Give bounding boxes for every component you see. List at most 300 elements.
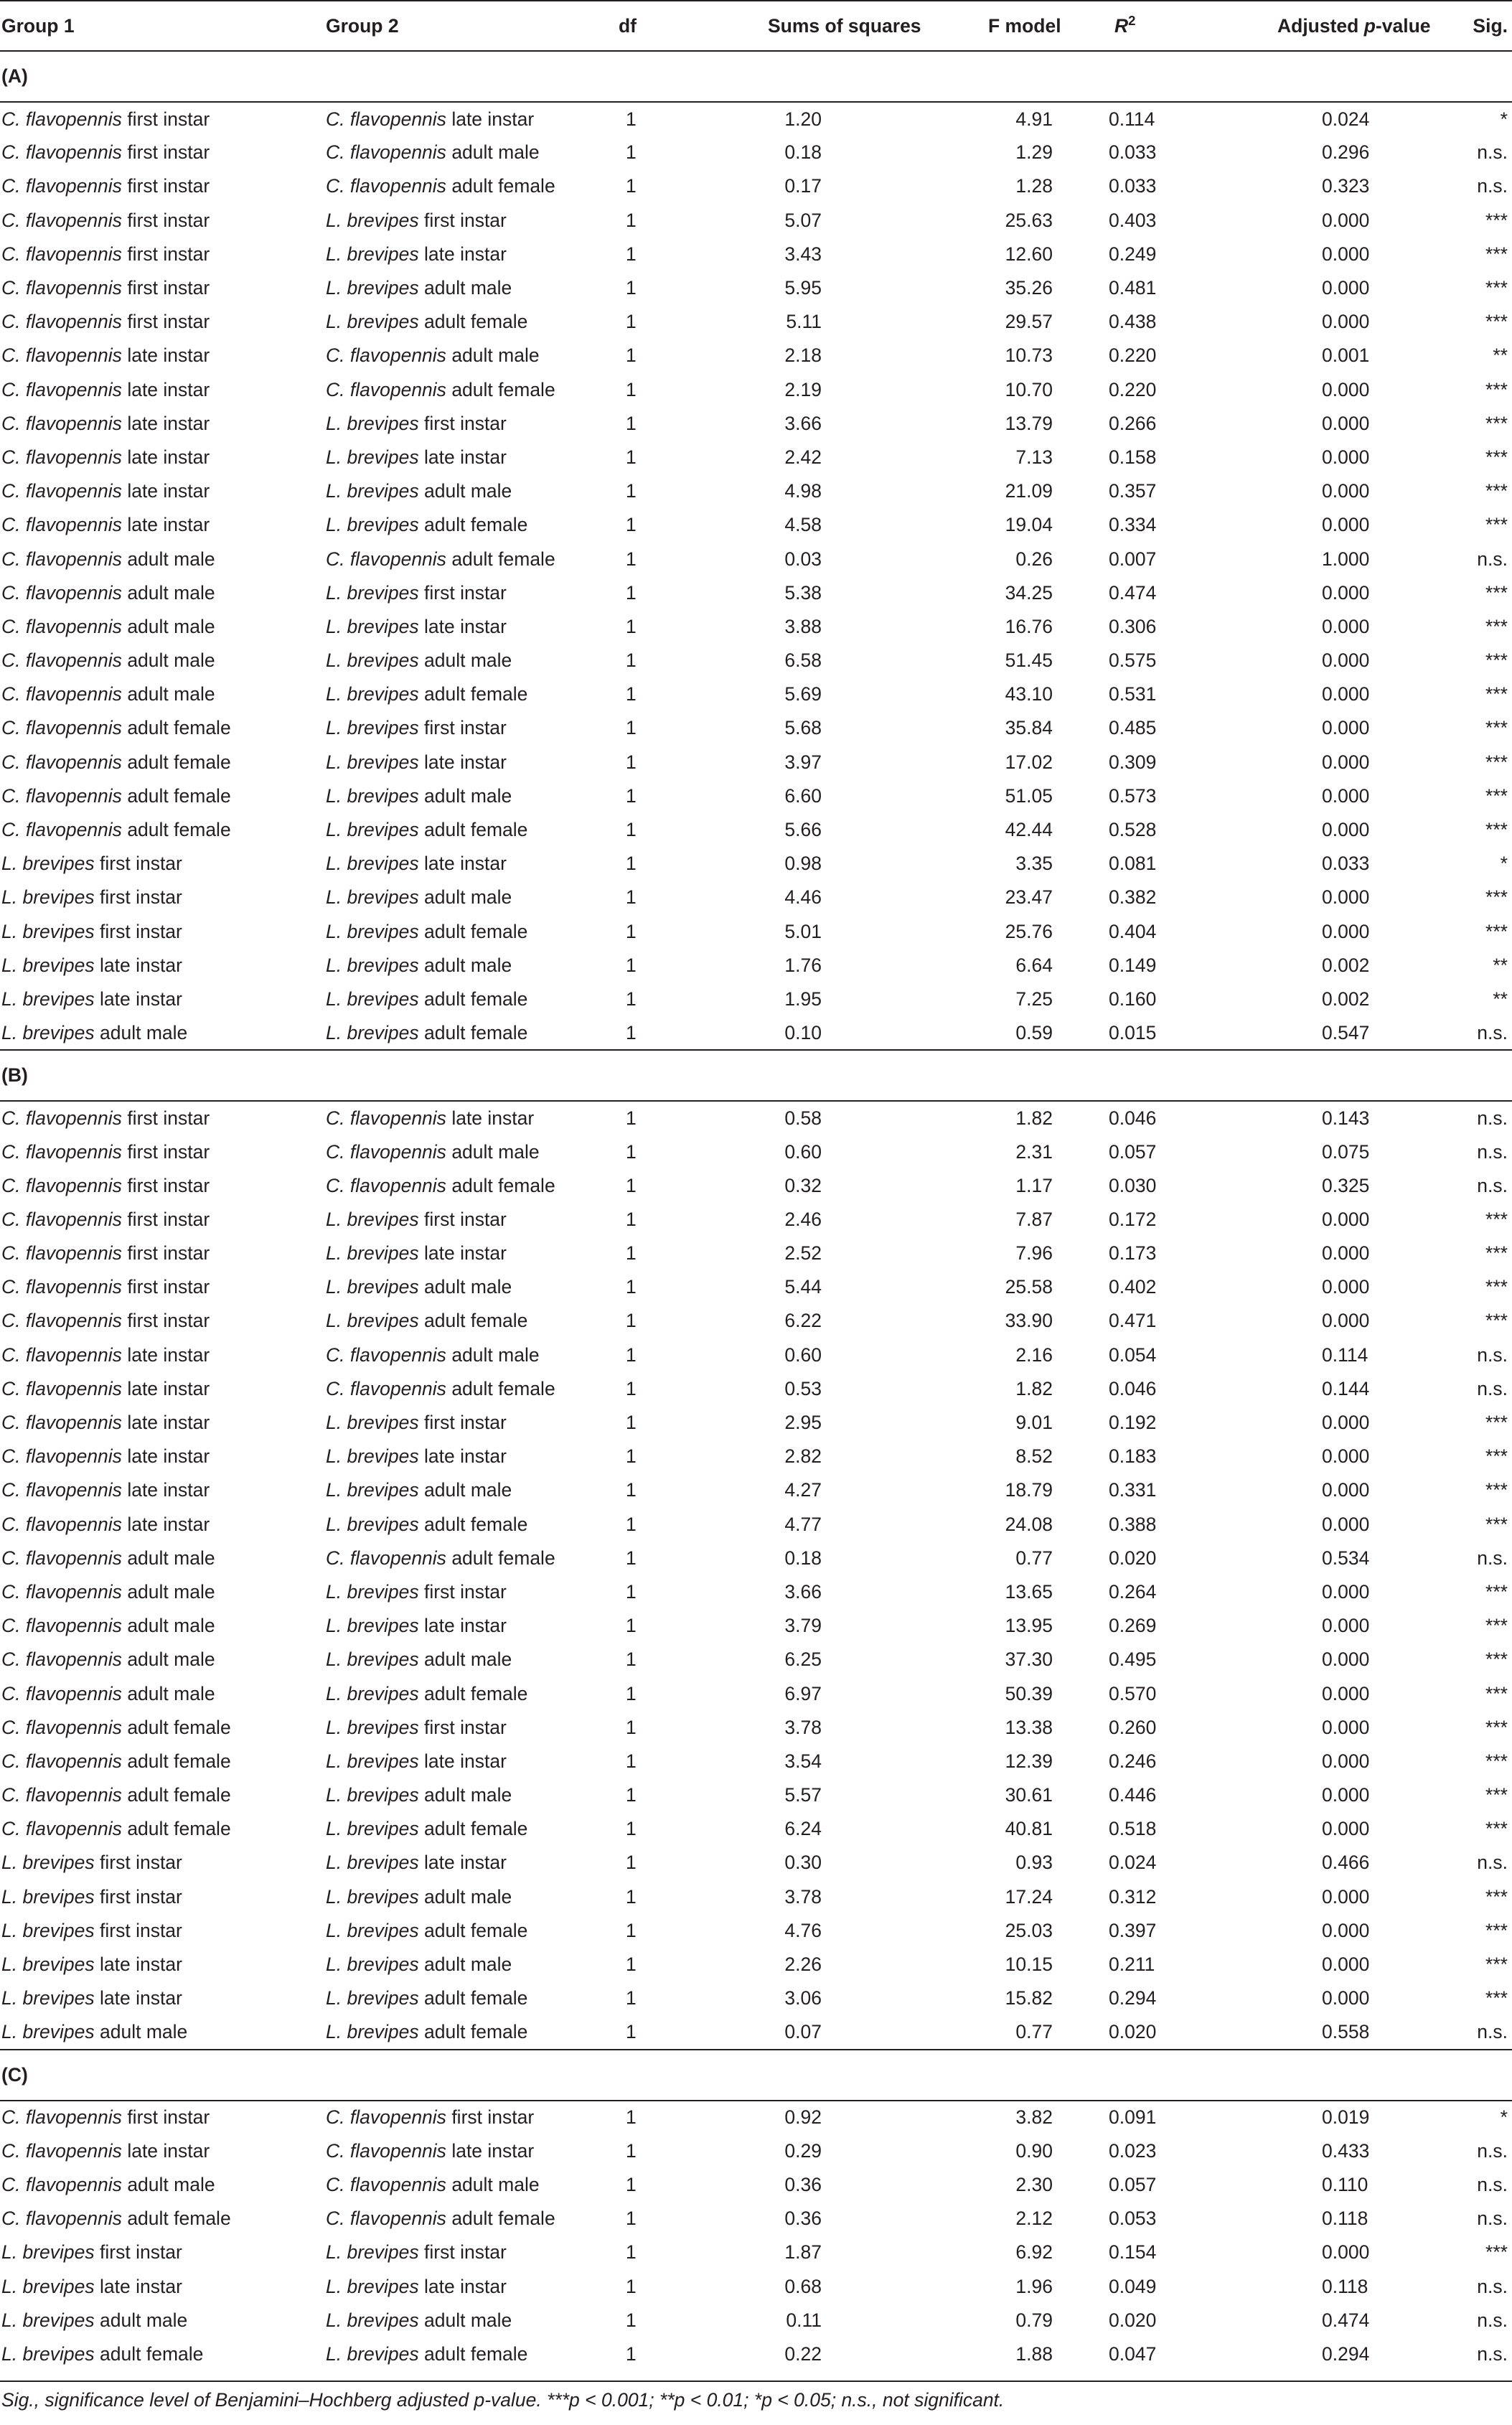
species-name: C. flavopennis (1, 378, 122, 400)
species-name: L. brevipes (326, 1242, 419, 1265)
species-name: L. brevipes (1, 988, 95, 1010)
cell-df: 1 (626, 615, 637, 637)
cell-r2: 0.573 (1109, 784, 1157, 807)
header-group1: Group 1 (0, 1, 310, 51)
cell-df: 1 (626, 209, 637, 231)
table-row (0, 271, 1512, 305)
cell-adjusted-p: 0.000 (1322, 751, 1370, 773)
cell-group2 (310, 1643, 586, 1676)
cell-adjusted-p: 0.000 (1322, 1784, 1370, 1806)
species-name: L. brevipes (326, 1445, 419, 1468)
life-stage: first instar (127, 108, 210, 130)
cell-group1 (0, 2168, 310, 2202)
cell-f-model: 0.77 (1015, 1547, 1053, 1569)
life-stage: late instar (127, 412, 210, 434)
species-name: L. brevipes (326, 581, 419, 604)
cell-f-model: 50.39 (1005, 1682, 1053, 1704)
life-stage: adult female (451, 548, 555, 570)
cell-sig: *** (1485, 615, 1508, 637)
header-r2-base: R (1114, 14, 1129, 37)
cell-sig: *** (1485, 1479, 1508, 1501)
cell-sums-of-squares: 3.54 (784, 1750, 822, 1772)
cell-group1 (0, 238, 310, 271)
section-header-row (0, 51, 1512, 102)
table-row (0, 677, 1512, 711)
life-stage: first instar (424, 1716, 507, 1738)
cell-sig: *** (1485, 1919, 1508, 1941)
cell-df: 1 (626, 819, 637, 841)
cell-group1 (0, 2202, 310, 2236)
life-stage: first instar (424, 1208, 507, 1230)
header-row (0, 1, 1512, 51)
species-name: C. flavopennis (326, 2208, 446, 2230)
species-name: C. flavopennis (326, 175, 446, 197)
cell-df: 1 (626, 2020, 637, 2042)
life-stage: adult female (424, 2020, 528, 2042)
cell-sums-of-squares: 4.58 (784, 514, 822, 536)
cell-sums-of-squares: 1.87 (784, 2241, 822, 2264)
cell-group1 (0, 711, 310, 745)
species-name: C. flavopennis (326, 1107, 446, 1129)
table-row (0, 1542, 1512, 1575)
life-stage: adult male (451, 1343, 540, 1366)
cell-sig: *** (1485, 480, 1508, 502)
cell-group1 (0, 407, 310, 441)
cell-f-model: 25.03 (1005, 1919, 1053, 1941)
cell-df: 1 (626, 1818, 637, 1840)
life-stage: late instar (127, 1479, 210, 1501)
cell-r2: 0.312 (1109, 1885, 1157, 1908)
cell-group1 (0, 1135, 310, 1168)
cell-r2: 0.570 (1109, 1682, 1157, 1704)
cell-df: 1 (626, 108, 637, 130)
species-name: L. brevipes (326, 784, 419, 807)
cell-adjusted-p: 0.000 (1322, 311, 1370, 333)
cell-adjusted-p: 0.000 (1322, 1987, 1370, 2009)
table-row (0, 305, 1512, 339)
cell-sums-of-squares: 5.57 (784, 1784, 822, 1806)
species-name: L. brevipes (326, 1412, 419, 1434)
life-stage: late instar (127, 1513, 210, 1535)
table-row (0, 1575, 1512, 1609)
cell-group1 (0, 1948, 310, 1981)
cell-f-model: 1.88 (1015, 2342, 1053, 2365)
cell-sums-of-squares: 5.66 (784, 819, 822, 841)
life-stage: adult male (424, 1784, 512, 1806)
life-stage: late instar (424, 446, 507, 468)
header-r2 (1077, 1, 1203, 51)
cell-sums-of-squares: 5.07 (784, 209, 822, 231)
cell-sums-of-squares: 4.77 (784, 1513, 822, 1535)
cell-r2: 0.260 (1109, 1716, 1157, 1738)
table-row (0, 1948, 1512, 1981)
cell-sig: n.s. (1477, 2020, 1508, 2042)
cell-sums-of-squares: 1.76 (784, 954, 822, 976)
table-row (0, 982, 1512, 1016)
cell-sig: n.s. (1477, 1343, 1508, 1366)
species-name: L. brevipes (326, 1784, 419, 1806)
species-name: C. flavopennis (326, 1174, 446, 1196)
cell-group1 (0, 1745, 310, 1778)
cell-df: 1 (626, 853, 637, 875)
cell-r2: 0.331 (1109, 1479, 1157, 1501)
cell-group1 (0, 1609, 310, 1643)
cell-adjusted-p: 0.433 (1322, 2139, 1370, 2162)
cell-sig: *** (1485, 1513, 1508, 1535)
cell-group2 (310, 1101, 586, 1135)
species-name: L. brevipes (326, 243, 419, 265)
cell-group1 (0, 1846, 310, 1880)
cell-adjusted-p: 0.000 (1322, 209, 1370, 231)
cell-group1 (0, 102, 310, 136)
cell-sums-of-squares: 3.78 (784, 1885, 822, 1908)
cell-df: 1 (626, 1513, 637, 1535)
cell-adjusted-p: 0.000 (1322, 1682, 1370, 1704)
species-name: C. flavopennis (1, 1242, 122, 1265)
cell-r2: 0.054 (1109, 1343, 1157, 1366)
species-name: L. brevipes (326, 209, 419, 231)
cell-adjusted-p: 0.000 (1322, 581, 1370, 604)
cell-df: 1 (626, 378, 637, 400)
cell-sums-of-squares: 0.68 (784, 2275, 822, 2297)
life-stage: adult female (424, 819, 528, 841)
cell-sig: n.s. (1477, 2275, 1508, 2297)
life-stage: first instar (127, 1174, 210, 1196)
table-row (0, 1745, 1512, 1778)
cell-group1 (0, 1981, 310, 2015)
species-name: L. brevipes (326, 2275, 419, 2297)
life-stage: first instar (100, 853, 182, 875)
cell-sig: n.s. (1477, 2173, 1508, 2195)
cell-group2 (310, 1846, 586, 1880)
species-name: L. brevipes (1, 1953, 95, 1976)
cell-df: 1 (626, 751, 637, 773)
life-stage: adult male (424, 1953, 512, 1976)
cell-f-model: 0.26 (1015, 548, 1053, 570)
cell-group2 (310, 102, 586, 136)
life-stage: adult male (127, 683, 215, 705)
species-name: L. brevipes (326, 988, 419, 1010)
cell-df: 1 (626, 717, 637, 739)
cell-adjusted-p: 0.000 (1322, 1750, 1370, 1772)
life-stage: adult male (127, 649, 215, 672)
species-name: L. brevipes (326, 1310, 419, 1332)
cell-group1 (0, 1338, 310, 1372)
species-name: C. flavopennis (1, 1412, 122, 1434)
cell-sig: *** (1485, 886, 1508, 909)
life-stage: late instar (424, 243, 507, 265)
cell-group1 (0, 847, 310, 881)
cell-df: 1 (626, 446, 637, 468)
species-name: L. brevipes (1, 853, 95, 875)
species-name: L. brevipes (326, 311, 419, 333)
cell-adjusted-p: 0.002 (1322, 954, 1370, 976)
cell-sums-of-squares: 5.69 (784, 683, 822, 705)
life-stage: adult male (424, 886, 512, 909)
cell-f-model: 23.47 (1005, 886, 1053, 909)
cell-df: 1 (626, 1445, 637, 1468)
cell-f-model: 12.39 (1005, 1750, 1053, 1772)
cell-df: 1 (626, 1987, 637, 2009)
cell-df: 1 (626, 2275, 637, 2297)
cell-group2 (310, 2337, 586, 2371)
table-row (0, 813, 1512, 847)
cell-group2 (310, 2304, 586, 2337)
life-stage: adult male (424, 784, 512, 807)
cell-sums-of-squares: 2.19 (784, 378, 822, 400)
cell-f-model: 10.70 (1005, 378, 1053, 400)
cell-sums-of-squares: 2.82 (784, 1445, 822, 1468)
life-stage: adult female (127, 751, 231, 773)
cell-f-model: 13.38 (1005, 1716, 1053, 1738)
cell-df: 1 (626, 1377, 637, 1399)
life-stage: late instar (451, 108, 535, 130)
cell-adjusted-p: 0.000 (1322, 378, 1370, 400)
life-stage: adult male (127, 1580, 215, 1603)
cell-sig: n.s. (1477, 1852, 1508, 1874)
cell-sig: *** (1485, 683, 1508, 705)
life-stage: first instar (127, 175, 210, 197)
cell-f-model: 34.25 (1005, 581, 1053, 604)
life-stage: first instar (100, 1885, 182, 1908)
table-row (0, 407, 1512, 441)
cell-sig: *** (1485, 2241, 1508, 2264)
cell-sums-of-squares: 3.66 (784, 412, 822, 434)
cell-df: 1 (626, 1412, 637, 1434)
cell-f-model: 35.84 (1005, 717, 1053, 739)
life-stage: first instar (100, 2241, 182, 2264)
cell-f-model: 3.35 (1015, 853, 1053, 875)
species-name: C. flavopennis (1, 649, 122, 672)
cell-f-model: 0.79 (1015, 2309, 1053, 2331)
life-stage: adult female (127, 819, 231, 841)
cell-f-model: 0.59 (1015, 1021, 1053, 1043)
cell-r2: 0.306 (1109, 615, 1157, 637)
cell-sig: ** (1493, 954, 1508, 976)
species-name: L. brevipes (326, 2342, 419, 2365)
cell-adjusted-p: 0.323 (1322, 175, 1370, 197)
cell-sig: n.s. (1477, 2208, 1508, 2230)
cell-sums-of-squares: 0.98 (784, 853, 822, 875)
header-adjusted-p (1203, 1, 1431, 51)
life-stage: adult male (127, 548, 215, 570)
section-header-row (0, 2050, 1512, 2101)
cell-group2 (310, 1473, 586, 1507)
cell-r2: 0.046 (1109, 1107, 1157, 1129)
cell-df: 1 (626, 175, 637, 197)
cell-df: 1 (626, 1682, 637, 1704)
cell-r2: 0.015 (1109, 1021, 1157, 1043)
cell-sums-of-squares: 3.88 (784, 615, 822, 637)
cell-adjusted-p: 0.474 (1322, 2309, 1370, 2331)
species-name: C. flavopennis (1, 1513, 122, 1535)
life-stage: adult male (127, 615, 215, 637)
cell-group1 (0, 1880, 310, 1914)
cell-group2 (310, 474, 586, 508)
cell-df: 1 (626, 1580, 637, 1603)
cell-group2 (310, 2236, 586, 2269)
species-name: L. brevipes (1, 1987, 95, 2009)
cell-f-model: 1.96 (1015, 2275, 1053, 2297)
cell-group2 (310, 1508, 586, 1542)
cell-f-model: 7.13 (1015, 446, 1053, 468)
cell-r2: 0.246 (1109, 1750, 1157, 1772)
species-name: L. brevipes (326, 1276, 419, 1298)
table-row (0, 2168, 1512, 2202)
species-name: L. brevipes (1, 2020, 95, 2042)
cell-sig: *** (1485, 378, 1508, 400)
cell-df: 1 (626, 1310, 637, 1332)
life-stage: late instar (451, 2139, 535, 2162)
cell-r2: 0.049 (1109, 2275, 1157, 2297)
table-row (0, 1304, 1512, 1338)
life-stage: adult male (127, 1547, 215, 1569)
cell-group2 (310, 1237, 586, 1270)
species-name: C. flavopennis (1, 175, 122, 197)
cell-f-model: 1.82 (1015, 1377, 1053, 1399)
cell-adjusted-p: 0.000 (1322, 480, 1370, 502)
cell-group1 (0, 1237, 310, 1270)
table-row (0, 136, 1512, 169)
species-name: L. brevipes (1, 1919, 95, 1941)
cell-group1 (0, 1016, 310, 1050)
table-row (0, 1711, 1512, 1745)
species-name: C. flavopennis (1, 1547, 122, 1569)
table-row (0, 238, 1512, 271)
cell-group1 (0, 644, 310, 677)
life-stage: adult female (424, 514, 528, 536)
cell-df: 1 (626, 954, 637, 976)
species-name: C. flavopennis (1, 1580, 122, 1603)
cell-group2 (310, 1338, 586, 1372)
cell-adjusted-p: 0.114 (1322, 1343, 1368, 1366)
species-name: L. brevipes (326, 819, 419, 841)
cell-group1 (0, 1575, 310, 1609)
cell-sig: *** (1485, 1953, 1508, 1976)
cell-adjusted-p: 0.118 (1322, 2208, 1368, 2230)
life-stage: adult female (424, 1310, 528, 1332)
cell-group1 (0, 1101, 310, 1135)
table-row (0, 508, 1512, 542)
species-name: L. brevipes (326, 514, 419, 536)
cell-sig: n.s. (1477, 548, 1508, 570)
cell-adjusted-p: 0.534 (1322, 1547, 1370, 1569)
table-row (0, 644, 1512, 677)
cell-f-model: 24.08 (1005, 1513, 1053, 1535)
cell-sig: *** (1485, 1648, 1508, 1671)
cell-df: 1 (626, 1885, 637, 1908)
cell-group2 (310, 339, 586, 372)
species-name: C. flavopennis (326, 2106, 446, 2129)
life-stage: late instar (100, 988, 182, 1010)
cell-sums-of-squares: 6.97 (784, 1682, 822, 1704)
life-stage: adult male (424, 1276, 512, 1298)
species-name: C. flavopennis (326, 1547, 446, 1569)
table-row (0, 1643, 1512, 1676)
cell-r2: 0.114 (1109, 108, 1155, 130)
cell-sums-of-squares: 5.68 (784, 717, 822, 739)
cell-adjusted-p: 1.000 (1322, 548, 1370, 570)
life-stage: first instar (127, 1310, 210, 1332)
life-stage: adult female (424, 1987, 528, 2009)
cell-sums-of-squares: 3.79 (784, 1615, 822, 1637)
cell-group1 (0, 305, 310, 339)
cell-sums-of-squares: 3.78 (784, 1716, 822, 1738)
cell-adjusted-p: 0.000 (1322, 243, 1370, 265)
table-row (0, 2015, 1512, 2049)
life-stage: adult female (424, 1682, 528, 1704)
life-stage: adult female (424, 1818, 528, 1840)
cell-adjusted-p: 0.024 (1322, 108, 1370, 130)
life-stage: first instar (424, 209, 507, 231)
cell-group1 (0, 1304, 310, 1338)
life-stage: late instar (127, 446, 210, 468)
cell-sums-of-squares: 1.20 (784, 108, 822, 130)
cell-group1 (0, 2101, 310, 2134)
cell-r2: 0.518 (1109, 1818, 1157, 1840)
life-stage: late instar (451, 1107, 535, 1129)
cell-f-model: 1.82 (1015, 1107, 1053, 1129)
life-stage: first instar (127, 1140, 210, 1163)
cell-adjusted-p: 0.110 (1322, 2173, 1368, 2195)
cell-r2: 0.357 (1109, 480, 1157, 502)
table-row (0, 169, 1512, 203)
species-name: C. flavopennis (326, 1140, 446, 1163)
cell-group2 (310, 1135, 586, 1168)
cell-sig: *** (1485, 784, 1508, 807)
section-label: (A) (0, 51, 1512, 102)
species-name: C. flavopennis (1, 1208, 122, 1230)
life-stage: adult male (424, 1648, 512, 1671)
life-stage: adult female (424, 920, 528, 942)
species-name: C. flavopennis (1, 108, 122, 130)
cell-sums-of-squares: 4.27 (784, 1479, 822, 1501)
species-name: L. brevipes (326, 446, 419, 468)
species-name: C. flavopennis (1, 1750, 122, 1772)
cell-sig: *** (1485, 717, 1508, 739)
table-row (0, 1981, 1512, 2015)
cell-group1 (0, 1169, 310, 1203)
table-row (0, 779, 1512, 813)
cell-r2: 0.158 (1109, 446, 1157, 468)
table-row (0, 1812, 1512, 1846)
cell-adjusted-p: 0.002 (1322, 988, 1370, 1010)
cell-sums-of-squares: 2.18 (784, 344, 822, 367)
cell-r2: 0.192 (1109, 1412, 1157, 1434)
cell-f-model: 1.17 (1015, 1174, 1053, 1196)
cell-f-model: 2.31 (1015, 1140, 1053, 1163)
cell-adjusted-p: 0.466 (1322, 1852, 1370, 1874)
cell-f-model: 30.61 (1005, 1784, 1053, 1806)
cell-sig: *** (1485, 1615, 1508, 1637)
cell-sig: *** (1485, 1987, 1508, 2009)
table-row (0, 2269, 1512, 2303)
life-stage: adult male (424, 1885, 512, 1908)
species-name: L. brevipes (326, 277, 419, 299)
cell-f-model: 9.01 (1015, 1412, 1053, 1434)
cell-r2: 0.020 (1109, 1547, 1157, 1569)
cell-group1 (0, 271, 310, 305)
cell-group2 (310, 2269, 586, 2303)
cell-r2: 0.057 (1109, 1140, 1157, 1163)
cell-group1 (0, 339, 310, 372)
cell-df: 1 (626, 243, 637, 265)
cell-group2 (310, 610, 586, 644)
life-stage: adult female (424, 311, 528, 333)
cell-sums-of-squares: 4.76 (784, 1919, 822, 1941)
cell-f-model: 12.60 (1005, 243, 1053, 265)
species-name: C. flavopennis (1, 751, 122, 773)
